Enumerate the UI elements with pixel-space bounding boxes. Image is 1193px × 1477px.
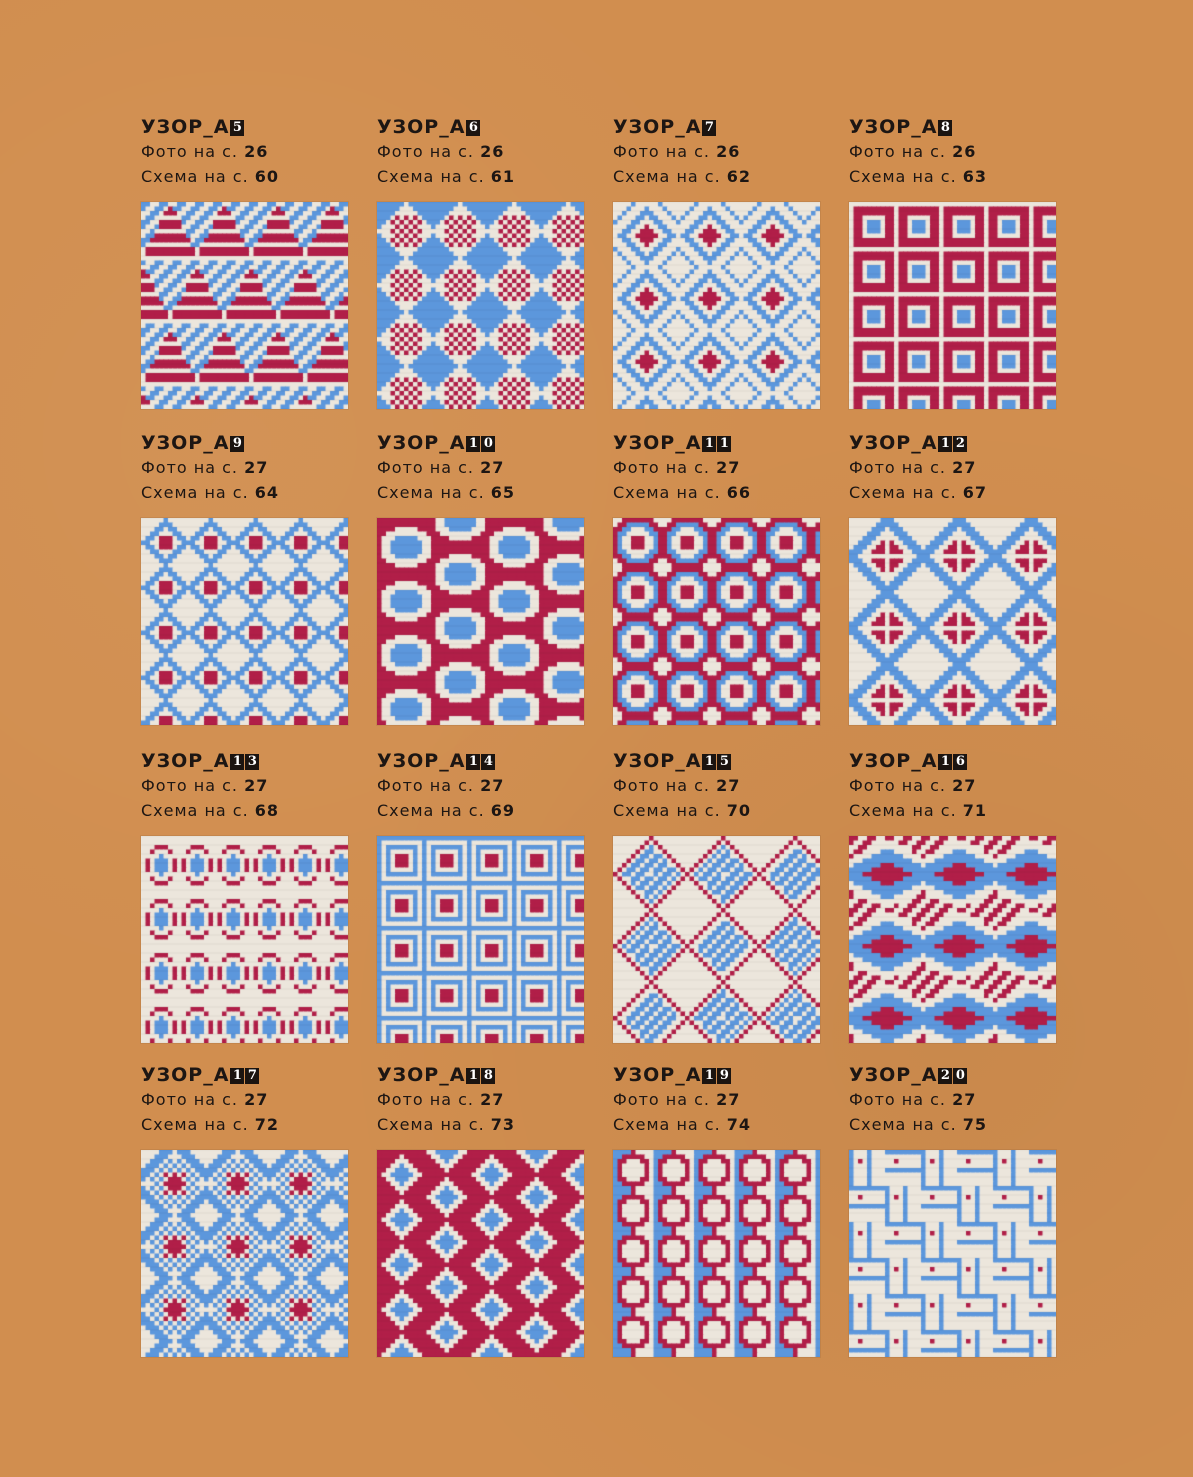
scheme-page-label: Схема на с. [141,801,249,820]
photo-page-number: 27 [244,458,269,477]
photo-page-label: Фото на с. [377,142,474,161]
pattern-number-badge [230,754,260,770]
scheme-page-ref [613,164,820,189]
pattern-card [613,750,820,823]
scheme-page-ref [141,480,348,505]
scheme-page-number: 65 [490,483,516,502]
pattern-card [849,1064,1056,1137]
pattern-number-digit: 3 [245,754,259,770]
photo-page-ref [377,455,584,480]
scheme-page-ref [613,798,820,823]
scheme-page-label: Схема на с. [377,167,485,186]
photo-page-number: 26 [480,142,505,161]
photo-page-number: 27 [480,776,505,795]
pattern-card [141,1064,348,1137]
pattern-title [377,116,584,139]
pattern-number-digit: 5 [717,754,731,770]
pattern-number-badge [466,120,481,136]
scheme-page-label: Схема на с. [377,483,485,502]
scheme-page-ref [613,1112,820,1137]
photo-page-number: 27 [480,1090,505,1109]
pattern-number-digit: 0 [481,436,495,452]
embroidery-pattern-swatch [849,202,1056,409]
pattern-title-prefix: УЗОР_А [613,432,702,454]
pattern-card [141,750,348,823]
pattern-number-digit: 7 [702,120,716,136]
photo-page-ref [613,773,820,798]
scheme-page-number: 64 [254,483,280,502]
photo-page-label: Фото на с. [377,1090,474,1109]
pattern-card [141,432,348,505]
pattern-number-digit: 6 [953,754,967,770]
pattern-title-prefix: УЗОР_А [377,750,466,772]
pattern-card [141,116,348,189]
pattern-number-digit: 6 [466,120,480,136]
pattern-title-prefix: УЗОР_А [849,116,938,138]
photo-page-ref [377,139,584,164]
photo-page-ref [141,139,348,164]
scheme-page-number: 62 [726,167,752,186]
pattern-number-digit: 1 [702,1068,716,1084]
scheme-page-ref [377,480,584,505]
scheme-page-label: Схема на с. [377,1115,485,1134]
pattern-card [377,1064,584,1137]
scheme-page-number: 70 [726,801,752,820]
scheme-page-ref [613,480,820,505]
pattern-number-digit: 1 [717,436,731,452]
pattern-title-prefix: УЗОР_А [377,116,466,138]
photo-page-label: Фото на с. [141,776,238,795]
embroidery-pattern-swatch [613,202,820,409]
pattern-title [377,1064,584,1087]
pattern-title [613,750,820,773]
photo-page-label: Фото на с. [613,1090,710,1109]
pattern-number-badge [938,120,953,136]
photo-page-number: 27 [716,1090,741,1109]
scheme-page-number: 67 [962,483,988,502]
pattern-number-badge [230,1068,260,1084]
photo-page-number: 27 [952,776,977,795]
scheme-page-number: 61 [490,167,516,186]
scheme-page-label: Схема на с. [377,801,485,820]
scheme-page-number: 66 [726,483,752,502]
pattern-title [377,750,584,773]
photo-page-label: Фото на с. [849,1090,946,1109]
pattern-number-digit: 1 [230,1068,244,1084]
pattern-card [849,432,1056,505]
scheme-page-number: 73 [490,1115,516,1134]
scheme-page-ref [849,798,1056,823]
scheme-page-ref [849,480,1056,505]
pattern-title [849,750,1056,773]
photo-page-ref [613,139,820,164]
pattern-number-badge [702,1068,732,1084]
pattern-number-digit: 1 [702,436,716,452]
pattern-title-prefix: УЗОР_А [613,1064,702,1086]
embroidery-pattern-swatch [377,202,584,409]
pattern-number-digit: 9 [717,1068,731,1084]
pattern-card [377,432,584,505]
pattern-number-badge [702,436,732,452]
embroidery-pattern-swatch [141,518,348,725]
pattern-number-badge [466,754,496,770]
pattern-card [377,116,584,189]
pattern-number-digit: 0 [953,1068,967,1084]
photo-page-label: Фото на с. [141,142,238,161]
pattern-number-badge [702,754,732,770]
embroidery-pattern-swatch [849,1150,1056,1357]
photo-page-ref [849,455,1056,480]
scheme-page-label: Схема на с. [613,1115,721,1134]
pattern-title [849,432,1056,455]
pattern-number-digit: 1 [466,1068,480,1084]
photo-page-label: Фото на с. [613,142,710,161]
scheme-page-label: Схема на с. [849,483,957,502]
photo-page-label: Фото на с. [377,458,474,477]
scheme-page-label: Схема на с. [849,1115,957,1134]
pattern-number-digit: 1 [466,436,480,452]
pattern-card [613,1064,820,1137]
pattern-title [613,116,820,139]
photo-page-label: Фото на с. [613,776,710,795]
pattern-number-digit: 2 [938,1068,952,1084]
scheme-page-ref [377,1112,584,1137]
scheme-page-label: Схема на с. [141,1115,249,1134]
scheme-page-ref [849,1112,1056,1137]
scheme-page-number: 72 [254,1115,280,1134]
pattern-number-digit: 8 [481,1068,495,1084]
pattern-number-digit: 1 [702,754,716,770]
pattern-number-badge [938,754,968,770]
scheme-page-label: Схема на с. [141,167,249,186]
photo-page-number: 27 [952,458,977,477]
embroidery-pattern-swatch [849,518,1056,725]
pattern-title-prefix: УЗОР_А [141,1064,230,1086]
pattern-card [377,750,584,823]
pattern-title-prefix: УЗОР_А [141,432,230,454]
photo-page-label: Фото на с. [849,142,946,161]
embroidery-pattern-swatch [377,1150,584,1357]
pattern-card [613,432,820,505]
scheme-page-ref [141,1112,348,1137]
scheme-page-number: 63 [962,167,988,186]
pattern-title [377,432,584,455]
scheme-page-label: Схема на с. [613,483,721,502]
pattern-title [849,1064,1056,1087]
photo-page-ref [377,773,584,798]
pattern-title [613,432,820,455]
pattern-title [849,116,1056,139]
pattern-number-badge [938,1068,968,1084]
scheme-page-number: 69 [490,801,516,820]
photo-page-number: 26 [244,142,269,161]
scheme-page-number: 74 [726,1115,752,1134]
scheme-page-label: Схема на с. [849,801,957,820]
pattern-number-digit: 7 [245,1068,259,1084]
scheme-page-label: Схема на с. [613,167,721,186]
pattern-number-digit: 1 [230,754,244,770]
pattern-number-badge [230,436,245,452]
pattern-card [613,116,820,189]
embroidery-pattern-swatch [377,518,584,725]
scheme-page-ref [377,798,584,823]
pattern-title-prefix: УЗОР_А [613,750,702,772]
photo-page-number: 27 [952,1090,977,1109]
pattern-number-digit: 1 [466,754,480,770]
embroidery-pattern-swatch [613,836,820,1043]
pattern-title-prefix: УЗОР_А [377,1064,466,1086]
pattern-title-prefix: УЗОР_А [849,1064,938,1086]
pattern-number-badge [466,1068,496,1084]
pattern-title [141,750,348,773]
pattern-title-prefix: УЗОР_А [377,432,466,454]
scheme-page-label: Схема на с. [613,801,721,820]
scheme-page-number: 68 [254,801,280,820]
embroidery-pattern-swatch [141,1150,348,1357]
pattern-number-badge [702,120,717,136]
pattern-number-digit: 4 [481,754,495,770]
photo-page-ref [613,455,820,480]
scheme-page-ref [849,164,1056,189]
photo-page-label: Фото на с. [613,458,710,477]
pattern-number-badge [466,436,496,452]
pattern-number-digit: 1 [938,436,952,452]
photo-page-label: Фото на с. [141,1090,238,1109]
photo-page-label: Фото на с. [141,458,238,477]
embroidery-pattern-swatch [141,202,348,409]
scheme-page-number: 60 [254,167,280,186]
photo-page-number: 27 [480,458,505,477]
embroidery-pattern-swatch [849,836,1056,1043]
embroidery-pattern-swatch [613,1150,820,1357]
pattern-title [141,432,348,455]
scheme-page-number: 71 [962,801,988,820]
pattern-title-prefix: УЗОР_А [849,750,938,772]
photo-page-label: Фото на с. [849,458,946,477]
photo-page-number: 27 [716,776,741,795]
photo-page-ref [141,773,348,798]
pattern-number-digit: 1 [938,754,952,770]
photo-page-number: 27 [716,458,741,477]
scheme-page-number: 75 [962,1115,988,1134]
photo-page-ref [849,773,1056,798]
pattern-title [613,1064,820,1087]
photo-page-ref [849,139,1056,164]
photo-page-ref [141,1087,348,1112]
pattern-number-digit: 9 [230,436,244,452]
photo-page-ref [141,455,348,480]
pattern-number-badge [938,436,968,452]
pattern-number-digit: 5 [230,120,244,136]
pattern-catalog-grid [141,116,1056,1357]
photo-page-ref [377,1087,584,1112]
pattern-title [141,1064,348,1087]
embroidery-pattern-swatch [613,518,820,725]
scheme-page-label: Схема на с. [849,167,957,186]
pattern-title [141,116,348,139]
embroidery-pattern-swatch [377,836,584,1043]
pattern-card [849,750,1056,823]
photo-page-number: 27 [244,1090,269,1109]
embroidery-pattern-swatch [141,836,348,1043]
photo-page-label: Фото на с. [849,776,946,795]
photo-page-ref [849,1087,1056,1112]
scheme-page-ref [377,164,584,189]
pattern-title-prefix: УЗОР_А [141,750,230,772]
photo-page-label: Фото на с. [377,776,474,795]
pattern-number-badge [230,120,245,136]
pattern-number-digit: 8 [938,120,952,136]
pattern-title-prefix: УЗОР_А [613,116,702,138]
photo-page-number: 27 [244,776,269,795]
pattern-card [849,116,1056,189]
pattern-number-digit: 2 [953,436,967,452]
scheme-page-label: Схема на с. [141,483,249,502]
scheme-page-ref [141,798,348,823]
scheme-page-ref [141,164,348,189]
photo-page-number: 26 [952,142,977,161]
photo-page-ref [613,1087,820,1112]
pattern-title-prefix: УЗОР_А [849,432,938,454]
pattern-title-prefix: УЗОР_А [141,116,230,138]
photo-page-number: 26 [716,142,741,161]
